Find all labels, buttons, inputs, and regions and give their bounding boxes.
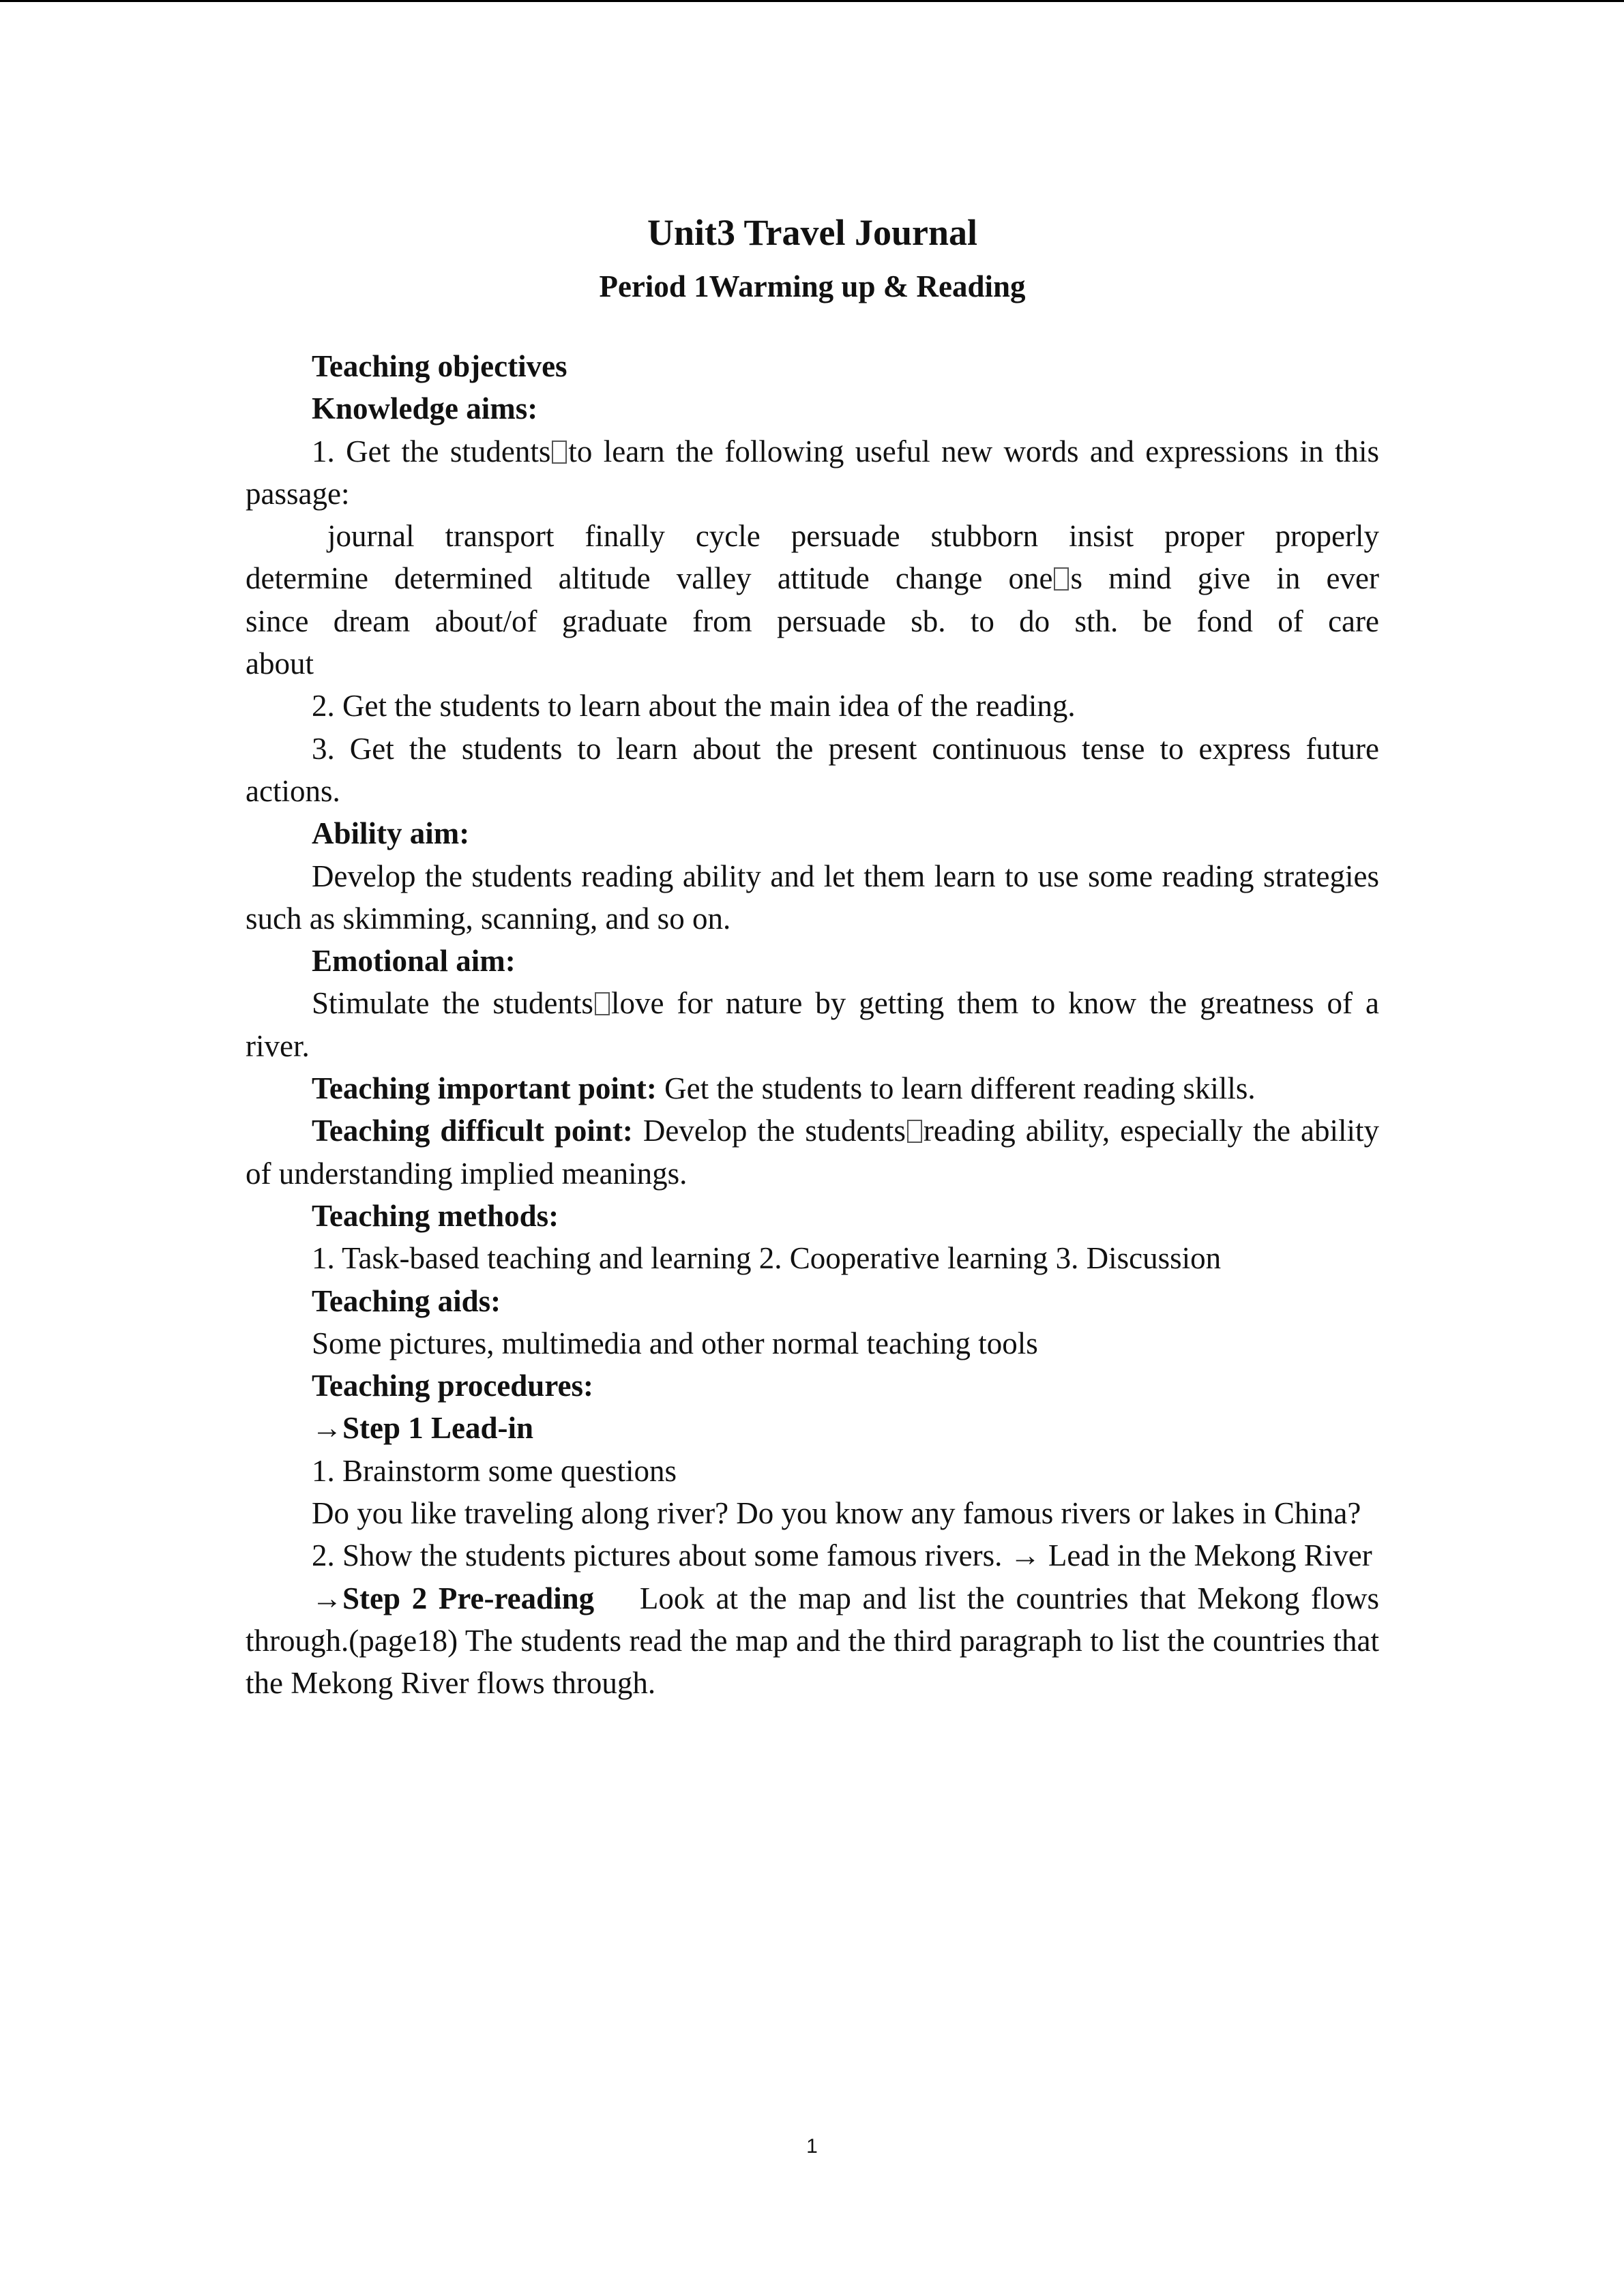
teaching-objectives-heading: Teaching objectives (312, 349, 567, 383)
knowledge-aims-heading: Knowledge aims: (312, 391, 538, 426)
important-point (246, 1067, 1379, 1109)
step-1-heading: →Step 1 Lead-in (312, 1411, 534, 1446)
difficult-point-end: reading ability, especially the ability of understanding implied meanings. (246, 1114, 1379, 1191)
page-number: 1 (806, 2135, 818, 2158)
emotional-aim-heading: Emotional aim: (312, 944, 516, 979)
vocabulary-list-start: journal transport finally cycle persuade stubborn insist proper properly determine determined altitude valley attitude change one (246, 519, 1379, 596)
teaching-methods-heading: Teaching methods: (312, 1198, 559, 1233)
important-point-label: Teaching important point: (312, 1071, 657, 1106)
important-point-text: Get the students to learn different reading skills. (656, 1071, 1256, 1106)
step-2-heading: →Step 2 Pre-reading (312, 1581, 595, 1615)
vocabulary-list (246, 515, 1379, 685)
difficult-point (246, 1109, 1379, 1195)
missing-glyph-box (595, 992, 610, 1015)
difficult-point-start: Develop the students (632, 1114, 906, 1148)
step-2-paragraph (246, 1577, 1387, 1705)
document-body (246, 345, 1387, 1705)
document-subtitle: Period 1Warming up & Reading (599, 269, 1026, 303)
step-1-item-1: 1. Brainstorm some questions (312, 1453, 677, 1488)
missing-glyph-box (552, 441, 567, 464)
document-page (246, 205, 1387, 1705)
teaching-procedures-heading: Teaching procedures: (312, 1369, 593, 1403)
top-border-line (0, 0, 1624, 2)
knowledge-aim-2: 2. Get the students to learn about the main idea of the reading. (312, 689, 1076, 724)
missing-glyph-box (1054, 567, 1069, 591)
ability-aim-text: Develop the students reading ability and let them learn to use some reading strategies such as skimming, scanning, and so on. (246, 859, 1379, 936)
knowledge-aim-1-start: 1. Get the students (312, 434, 551, 468)
teaching-methods-text: 1. Task-based teaching and learning 2. Cooperative learning 3. Discussion (312, 1241, 1222, 1276)
document-title: Unit3 Travel Journal (647, 212, 978, 253)
teaching-aids-text: Some pictures, multimedia and other normal teaching tools (312, 1326, 1038, 1360)
step-1-item-2: 2. Show the students pictures about some famous rivers. → Lead in the Mekong River (312, 1538, 1372, 1573)
emotional-aim-start: Stimulate the students (312, 986, 593, 1021)
emotional-aim-text (246, 982, 1379, 1067)
knowledge-aim-1 (246, 430, 1379, 516)
knowledge-aim-1-end: to learn the following useful new words and expressions in this passage: (246, 434, 1379, 511)
emotional-aim-end: love for nature by getting them to know the greatness of a river. (246, 986, 1379, 1063)
difficult-point-label: Teaching difficult point: (312, 1114, 633, 1148)
teaching-aids-heading: Teaching aids: (312, 1283, 501, 1318)
knowledge-aim-3: 3. Get the students to learn about the present continuous tense to express future actions. (246, 731, 1379, 808)
step-1-questions: Do you like traveling along river? Do you know any famous rivers or lakes in China? (312, 1496, 1361, 1531)
ability-aim-heading: Ability aim: (312, 816, 470, 851)
missing-glyph-box (907, 1120, 922, 1143)
vocabulary-list-end: s mind give in ever since dream about/of graduate from persuade sb. to do sth. be fond of care about (246, 561, 1379, 681)
step-2-text: Look at the map and list the countries that Mekong flows through.(page18) The students read the map and the third paragraph to list the countries that the Mekong River flows through. (246, 1581, 1387, 1701)
